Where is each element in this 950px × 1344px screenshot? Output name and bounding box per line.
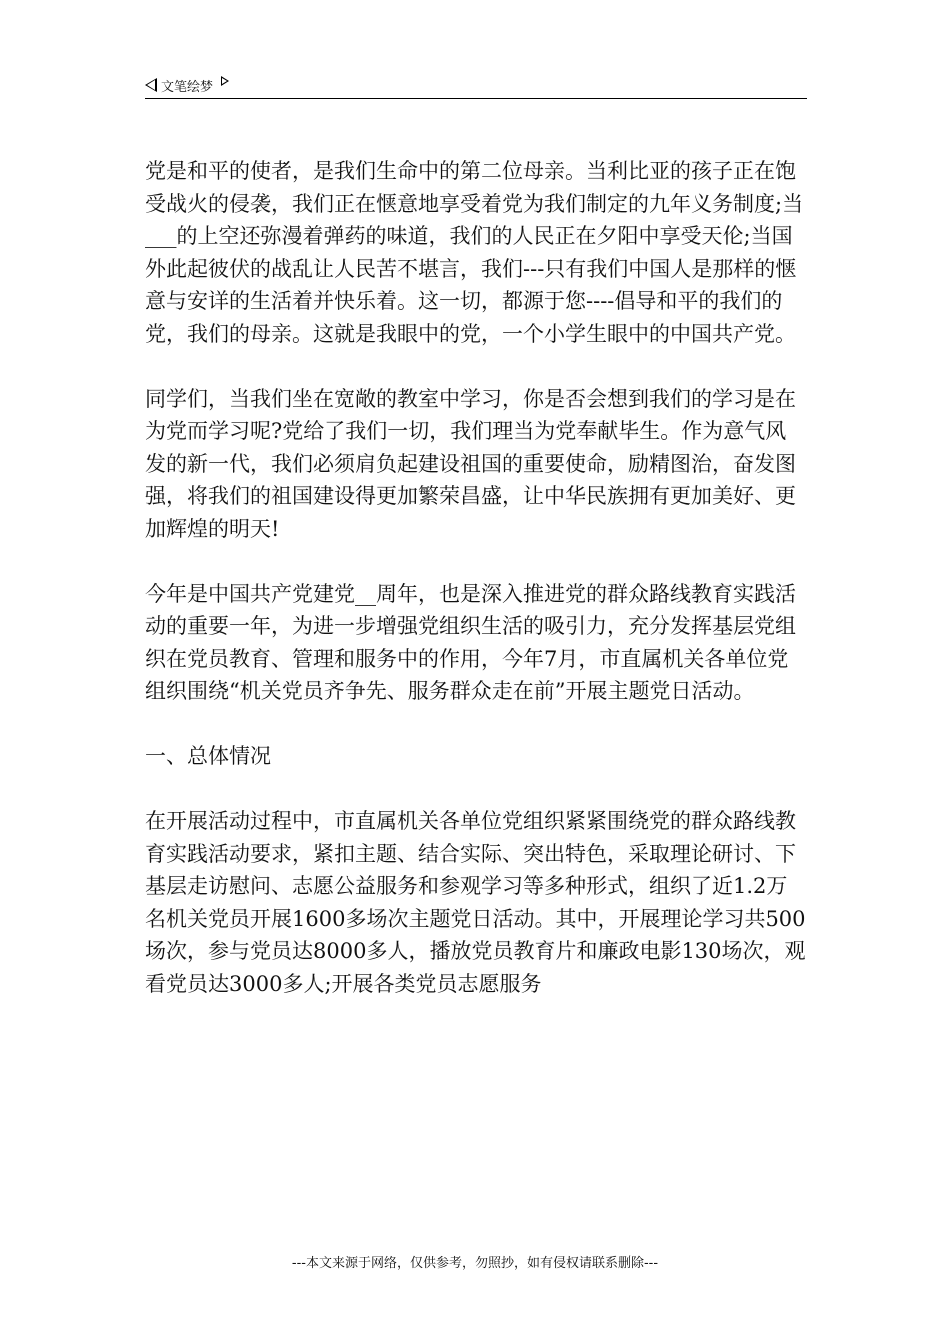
paragraph: 今年是中国共产党建党__周年，也是深入推进党的群众路线教育实践活动的重要一年，为进一步增强党组织生活的吸引力，充分发挥基层党组织在党员教育、管理和服务中的作用，今年7月，市直属机关各单位党组织围绕“机关党员齐争先、服务群众走在前”开展主题党日活动。 xyxy=(145,581,796,703)
paragraph: 同学们，当我们坐在宽敞的教室中学习，你是否会想到我们的学习是在为党而学习呢?党给了我们一切，我们理当为党奉献毕生。作为意气风发的新一代，我们必须肩负起建设祖国的重要使命，励精图治，奋发图强，将我们的祖国建设得更加繁荣昌盛，让中华民族拥有更加美好、更加辉煌的明天! xyxy=(145,386,796,541)
section-heading: 一、总体情况 xyxy=(145,744,271,768)
page-footer: ---本文来源于网络，仅供参考，勿照抄，如有侵权请联系删除--- xyxy=(291,1256,659,1271)
triangle-right-icon xyxy=(221,76,229,86)
document-body xyxy=(145,155,807,1000)
paragraph: 党是和平的使者，是我们生命中的第二位母亲。当利比亚的孩子正在饱受战火的侵袭，我们正在惬意地享受着党为我们制定的九年义务制度;当 ___的上空还弥漫着弹药的味道，我们的人民正在夕阳中享受天伦;当国外此起彼伏的战乱让人民苦不堪言，我们---只有我们中国人是那样的惬意与安详的生活着并快乐着。这一切，都源于您----倡导和平的我们的党，我们的母亲。这就是我眼中的党，一个小学生眼中的中国共产党。 xyxy=(145,159,804,346)
page-header xyxy=(145,72,807,99)
triangle-left-icon xyxy=(145,78,157,92)
header-title: 文笔绘梦 xyxy=(161,79,214,95)
paragraph: 在开展活动过程中，市直属机关各单位党组织紧紧围绕党的群众路线教育实践活动要求，紧扣主题、结合实际、突出特色，采取理论研讨、下基层走访慰问、志愿公益服务和参观学习等多种形式，组织了近1.2万名机关党员开展1600多场次主题党日活动。其中，开展理论学习共500场次，参与党员达8000多人，播放党员教育片和廉政电影130场次，观看党员达3000多人;开展各类党员志愿服务 xyxy=(145,809,806,996)
